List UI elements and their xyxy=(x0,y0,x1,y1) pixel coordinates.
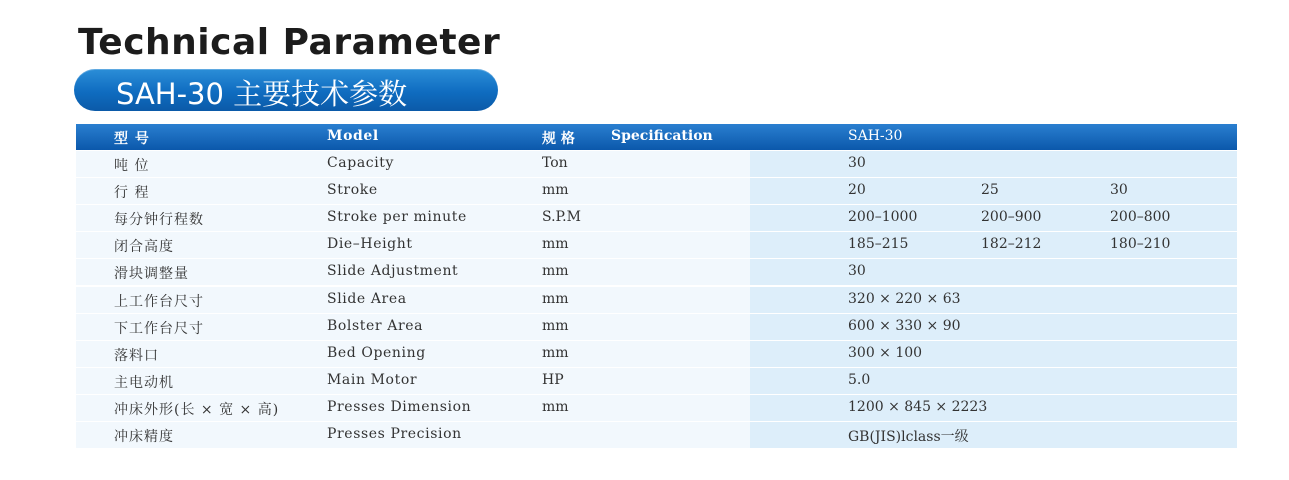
param-name-cn: 吨 位 xyxy=(114,158,150,175)
param-name-en: Presses Dimension xyxy=(327,398,472,415)
param-name-cn: 上工作台尺寸 xyxy=(114,293,204,310)
param-unit: mm xyxy=(542,344,569,361)
page-title: Technical Parameter xyxy=(78,22,501,63)
param-name-cn: 主电动机 xyxy=(114,374,174,391)
param-value-1: 30 xyxy=(848,263,866,280)
param-unit: mm xyxy=(542,317,569,334)
table-row xyxy=(76,205,1237,231)
value-cell-background xyxy=(750,422,1237,448)
param-value-1: 30 xyxy=(848,155,866,172)
param-unit: mm xyxy=(542,182,569,199)
param-unit: mm xyxy=(542,263,569,280)
param-name-en: Slide Area xyxy=(327,290,407,307)
param-name-cn: 行 程 xyxy=(114,185,150,202)
value-cell-background xyxy=(750,151,1237,177)
param-value-1: 320 × 220 × 63 xyxy=(848,290,961,307)
header-model-value: SAH-30 xyxy=(848,128,903,144)
param-unit: mm xyxy=(542,398,569,415)
table-row xyxy=(76,395,1237,421)
subtitle-banner xyxy=(74,69,498,111)
param-name-en: Main Motor xyxy=(327,371,418,388)
table-row xyxy=(76,287,1237,313)
spec-table xyxy=(76,124,1237,448)
param-value-1: 300 × 100 xyxy=(848,344,923,361)
header-spec-cn: 规 格 xyxy=(542,131,575,147)
table-row xyxy=(76,178,1237,204)
param-value-2: 25 xyxy=(981,182,999,199)
value-cell-background xyxy=(750,368,1237,394)
param-value-3: 200–800 xyxy=(1110,209,1171,226)
header-spec-en: Specification xyxy=(611,128,713,144)
header-model-cn: 型 号 xyxy=(114,131,150,147)
param-value-1: 185–215 xyxy=(848,236,909,253)
value-cell-background xyxy=(750,259,1237,285)
param-name-cn: 闭合高度 xyxy=(114,239,174,256)
param-name-en: Presses Precision xyxy=(327,426,462,443)
param-name-en: Stroke xyxy=(327,182,378,199)
param-unit: Ton xyxy=(542,155,568,172)
table-row xyxy=(76,151,1237,177)
param-name-en: Slide Adjustment xyxy=(327,263,459,280)
param-value-1: 20 xyxy=(848,182,866,199)
param-name-cn: 每分钟行程数 xyxy=(114,212,204,229)
value-cell-background xyxy=(750,287,1237,313)
param-name-cn: 下工作台尺寸 xyxy=(114,320,204,337)
param-unit: S.P.M xyxy=(542,209,581,226)
value-cell-background xyxy=(750,341,1237,367)
param-name-en: Capacity xyxy=(327,155,395,172)
param-value-1: GB(JIS)lclass一级 xyxy=(848,429,969,446)
param-name-en: Stroke per minute xyxy=(327,209,467,226)
table-row xyxy=(76,232,1237,258)
param-name-cn: 滑块调整量 xyxy=(114,266,189,283)
param-value-1: 1200 × 845 × 2223 xyxy=(848,398,988,415)
param-name-en: Bolster Area xyxy=(327,317,424,334)
header-model-en: Model xyxy=(327,128,379,144)
value-cell-background xyxy=(750,314,1237,340)
table-row xyxy=(76,341,1237,367)
subtitle-text: SAH-30 主要技术参数 xyxy=(116,77,408,111)
table-row xyxy=(76,314,1237,340)
param-value-3: 30 xyxy=(1110,182,1128,199)
table-row xyxy=(76,368,1237,394)
param-value-1: 5.0 xyxy=(848,371,871,388)
param-value-2: 182–212 xyxy=(981,236,1042,253)
table-header xyxy=(76,124,1237,150)
param-name-en: Die–Height xyxy=(327,236,413,253)
param-unit: mm xyxy=(542,290,569,307)
param-value-2: 200–900 xyxy=(981,209,1042,226)
table-row xyxy=(76,259,1237,285)
table-body xyxy=(76,151,1237,448)
param-unit: mm xyxy=(542,236,569,253)
param-name-cn: 落料口 xyxy=(114,347,159,364)
param-value-1: 200–1000 xyxy=(848,209,918,226)
param-value-3: 180–210 xyxy=(1110,236,1171,253)
param-unit: HP xyxy=(542,371,564,388)
param-name-cn: 冲床精度 xyxy=(114,429,174,446)
param-name-cn: 冲床外形(长 × 宽 × 高) xyxy=(114,401,280,418)
value-cell-background xyxy=(750,395,1237,421)
table-row xyxy=(76,422,1237,448)
param-value-1: 600 × 330 × 90 xyxy=(848,317,961,334)
param-name-en: Bed Opening xyxy=(327,344,426,361)
